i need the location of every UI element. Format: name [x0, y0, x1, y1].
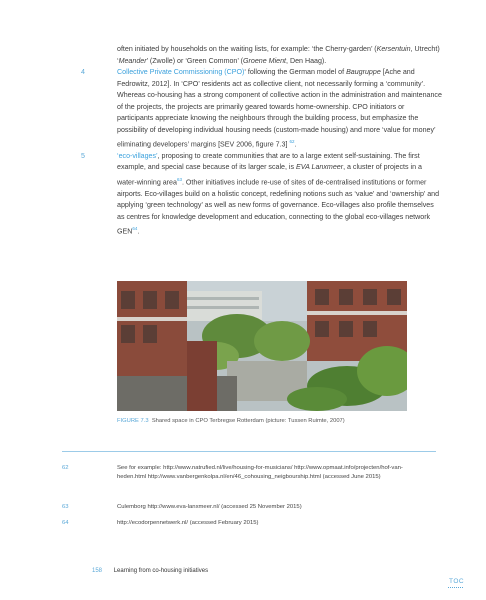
- intro-paragraph: [117, 44, 442, 67]
- item-text: ‘ following the German model of: [244, 68, 347, 76]
- item-text: , a cluster of projects in a water-winning area: [117, 163, 422, 187]
- footnote-number: 63: [62, 504, 69, 510]
- toc-underline: [448, 587, 463, 588]
- running-title: Learning from co-housing initiatives: [113, 568, 209, 574]
- intro-text: (: [374, 45, 377, 53]
- intro-text: ’ (Zwolle) or ‘Green Common’ (: [146, 56, 244, 65]
- footnote-number: 64: [62, 520, 69, 526]
- item-emphasis: EVA Lanxmeer: [296, 163, 344, 172]
- item-text: . Other initiatives include re-use of sites of de-centralised institutions or former airports. Eco-villages build on a holistic concept, redefining notions such as ‘value’ and ‘ownership’ and applying ‘green technology’ as well as new forms of governance. Eco-villages also profile themselves as centres for knowledge development and education, connecting to the global eco-villages network GEN: [117, 178, 440, 236]
- toc-link[interactable]: TOC: [449, 578, 465, 585]
- cpo-link[interactable]: Collective Private Commissioning (CPO): [117, 68, 245, 76]
- footnote-divider: [62, 451, 436, 452]
- list-number: 5: [81, 151, 85, 160]
- item-emphasis: Baugruppe: [346, 68, 381, 76]
- item-text: [Ache and Fedrowitz, 2012]. In ‘CPO’ residents act as collective client, not necessarily forming a ‘community’. Whereas co-housing has a strong component of collective action in the administration and maintenance of the projects, the projects are primarily geared towards home-ownership. CPO initiators or participants appreciate knowing the neighbours through the building process, but emphasize the possibility of developing individual housing needs (custom-made housing) and more ‘value for money’ eliminating developers’ margins [SEV 2006, figure 7.3]: [117, 68, 442, 149]
- intro-emphasis: Kersentuin: [376, 45, 411, 53]
- footnote-text[interactable]: http://ecodorpennetwerk.nl/ (accessed February 2015): [117, 520, 259, 526]
- footnote-ref[interactable]: 64: [132, 226, 138, 232]
- footnote-text[interactable]: Culemborg http://www.eva-lanxmeer.nl/ (accessed 25 November 2015): [117, 504, 302, 510]
- list-item-4: [81, 67, 442, 151]
- footnote-ref[interactable]: 63: [176, 176, 182, 182]
- list-number: 4: [81, 68, 85, 76]
- body-text: [81, 44, 442, 238]
- figure-label: FIGURE 7.3: [117, 418, 149, 424]
- footnote-ref[interactable]: 62: [289, 139, 295, 144]
- page-number: 158: [92, 568, 103, 574]
- intro-text: , Den Haag).: [286, 56, 327, 65]
- item-text: .: [294, 140, 297, 149]
- eco-villages-link[interactable]: ‘eco-villages’: [117, 151, 158, 160]
- intro-emphasis: Groene Mient: [243, 56, 287, 65]
- item-text: , proposing to create communities that are to a large extent self-sustaining. The first example, and special case because of its larger scale, is: [117, 151, 420, 172]
- figure-photo: [117, 281, 407, 411]
- intro-text: , Utrecht) ‘: [117, 45, 440, 65]
- footnote-text[interactable]: See for example: http://www.natrufied.nl/live/housing-for-musicians/ http://www.opmaat.info/projecten/hof-van-heden.html http://www.vanbergenkolpa.nl/en/46_cohousing_neigbourship.html (accessed June 2015): [117, 465, 403, 480]
- figure-caption: [117, 417, 447, 425]
- intro-line-1: often initiated by households on the waiting lists, for example: ‘the Cherry-garden’: [117, 45, 373, 53]
- list-item-5: [81, 151, 442, 238]
- intro-emphasis: Meander: [118, 56, 147, 65]
- courtyard-photo: [117, 281, 407, 411]
- figure-caption-text: Shared space in CPO Terbregse Rotterdam (picture: Tussen Ruimte, 2007): [151, 418, 345, 424]
- page-footer: [92, 568, 208, 574]
- item-text: .: [137, 227, 140, 236]
- footnote-number: 62: [62, 465, 69, 471]
